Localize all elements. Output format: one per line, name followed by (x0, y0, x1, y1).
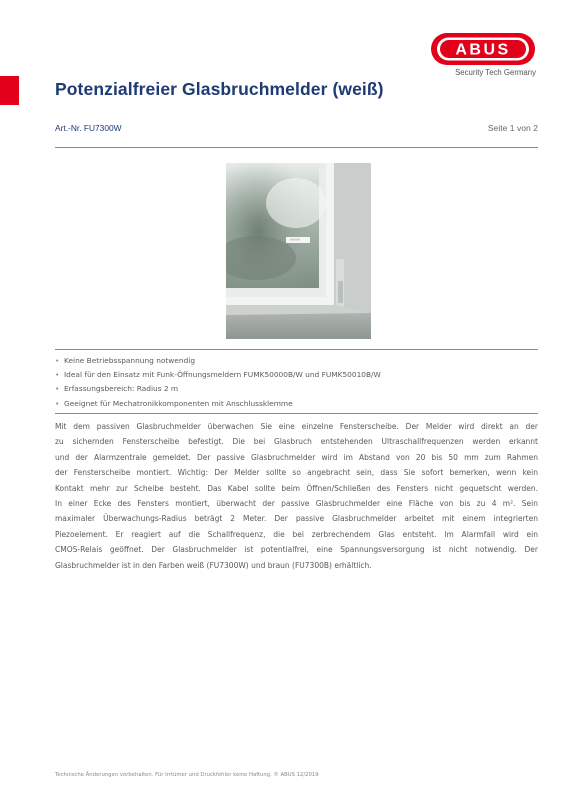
feature-text: Ideal für den Einsatz mit Funk-Öffnungsmeldern FUMK50000B/W und FUMK50010B/W (64, 370, 381, 380)
logo-tagline: Security Tech Germany (455, 68, 536, 77)
divider-top (55, 147, 538, 148)
product-photo (226, 163, 371, 339)
description-line: maximaler Überwachungs-Radius beträgt 2 Meter. Der passive Glasbruchmelder arbeitet mit einem integrierten (55, 514, 538, 524)
bullet-icon: • (55, 370, 60, 380)
page-indicator: Seite 1 von 2 (487, 123, 538, 133)
description-line: und der Alarmzentrale gemeldet. Der passive Glasbruchmelder wird im Abstand von 20 bis 50 mm zum Rahmen (55, 452, 538, 462)
description-line: der Fensterscheibe montiert. Wichtig: Der Melder sollte so angebracht sein, dass Sie sofort bemerken, wenn kein (55, 468, 538, 478)
divider-features-bottom (55, 413, 538, 414)
description-line: Kontakt mehr zur Scheibe besteht. Das Kabel sollte beim Öffnen/Schließen des Fensters nicht gequetscht werden. (55, 483, 538, 493)
accent-tab (0, 76, 19, 105)
window-photo-icon (226, 163, 371, 339)
abus-logo-icon (430, 32, 536, 66)
description-line: zu sichernden Fensterscheibe befestigt. Die bei Glasbruch entstehenden Ultraschallfrequenzen werden erkannt (55, 437, 538, 447)
feature-text: Geeignet für Mechatronikkomponenten mit Anschlussklemme (64, 398, 293, 408)
divider-features-top (55, 349, 538, 350)
description-line: Mit dem passiven Glasbruchmelder überwachen Sie eine einzelne Fensterscheibe. Der Melder wird direkt an der (55, 422, 538, 431)
feature-text: Erfassungsbereich: Radius 2 m (64, 384, 179, 394)
bullet-icon: • (55, 384, 60, 394)
description-line: Glasbruchmelder ist in den Farben weiß (FU7300W) und braun (FU7300B) erhältlich. (55, 560, 372, 570)
description-line: In einer Ecke des Fensters montiert, überwacht der passive Glasbruchmelder eine Fläche von bis zu 4 m². Sein (55, 499, 538, 509)
description-line: Piezoelement. Er reagiert auf die Schallfrequenz, die bei zerbrechendem Glas entsteht. Im Alarmfall wird ein (55, 529, 538, 539)
feature-list (55, 354, 381, 411)
article-number: Art.-Nr. FU7300W (55, 123, 122, 133)
list-item (55, 382, 381, 396)
bullet-icon: • (55, 356, 60, 365)
product-description (55, 419, 538, 573)
list-item (55, 368, 381, 382)
list-item (55, 397, 381, 411)
page-title: Potenzialfreier Glasbruchmelder (weiß) (55, 79, 384, 99)
description-line: CMOS-Relais geöffnet. Der Glasbruchmelder ist potentialfrei, eine Spannungsversorgung ist nicht notwendig. Der (55, 545, 538, 555)
bullet-icon: • (55, 398, 60, 408)
logo-wordmark: ABUS (455, 41, 511, 59)
list-item (55, 354, 381, 368)
footer-disclaimer: Technische Änderungen vorbehalten. Für Irrtümer und Druckfehler keine Haftung. © ABUS 12/2019 (55, 772, 319, 778)
feature-text: Keine Betriebsspannung notwendig (64, 356, 196, 365)
